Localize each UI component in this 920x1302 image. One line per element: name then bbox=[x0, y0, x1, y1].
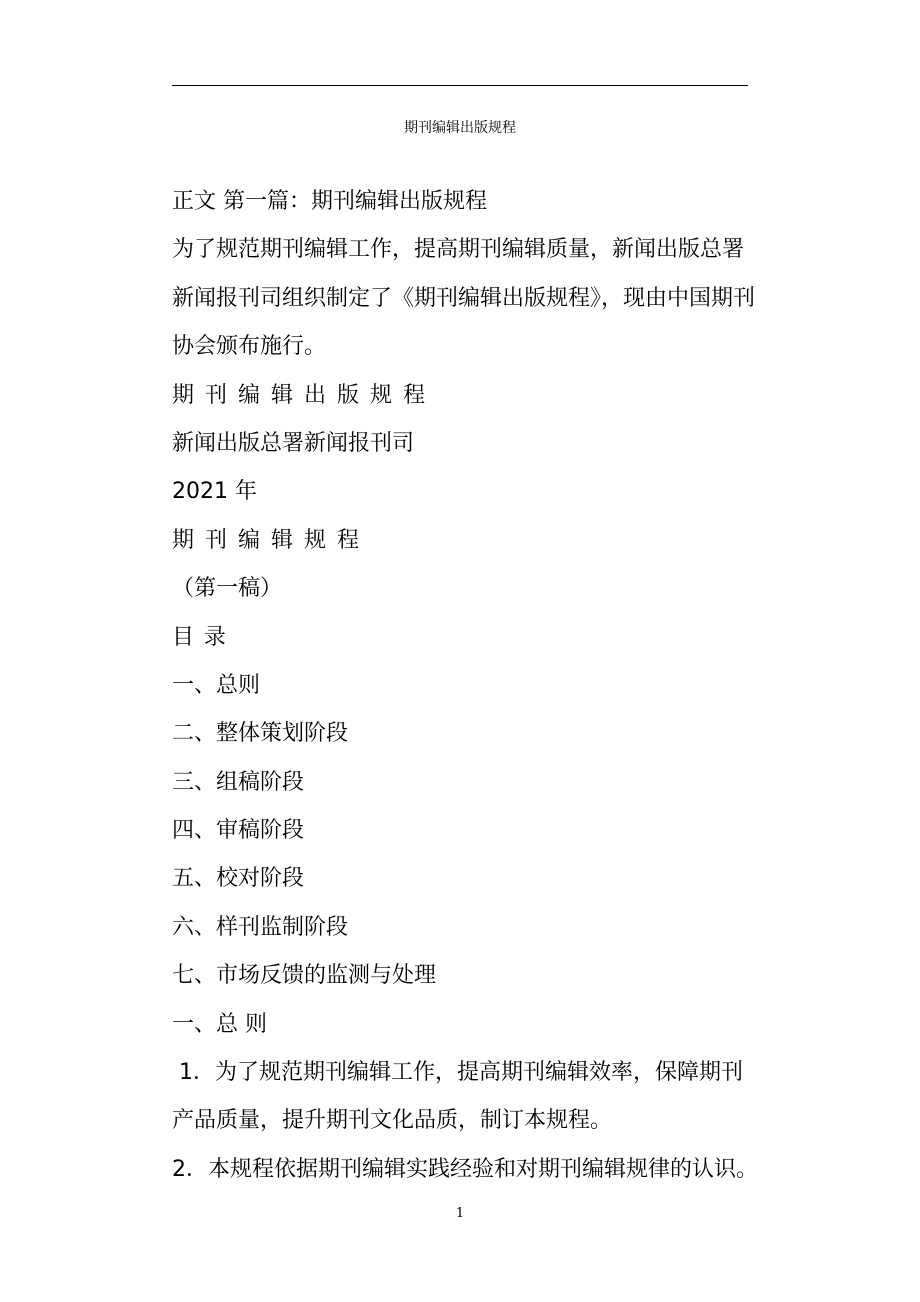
clause-line: 1．为了规范期刊编辑工作，提高期刊编辑效率，保障期刊 bbox=[172, 1060, 743, 1086]
draft-label: （第一稿） bbox=[172, 576, 283, 602]
page-number: 1 bbox=[455, 1206, 465, 1221]
toc-item: 五、校对阶段 bbox=[172, 866, 305, 892]
intro-paragraph-line: 为了规范期刊编辑工作，提高期刊编辑质量，新闻出版总署 bbox=[172, 237, 745, 263]
issuing-authority: 新闻出版总署新闻报刊司 bbox=[172, 430, 415, 456]
document-title: 期刊编辑出版规程 bbox=[172, 382, 437, 408]
intro-paragraph-line: 协会颁布施行。 bbox=[172, 334, 327, 360]
toc-item: 二、整体策划阶段 bbox=[172, 721, 349, 747]
chapter-heading: 一、总 则 bbox=[172, 1011, 267, 1037]
toc-heading: 目录 bbox=[172, 624, 236, 650]
section-heading: 正文 第一篇：期刊编辑出版规程 bbox=[172, 189, 487, 214]
document-year: 2021 年 bbox=[172, 479, 257, 505]
intro-paragraph-line: 新闻报刊司组织制定了《期刊编辑出版规程》，现由中国期刊 bbox=[172, 285, 756, 311]
toc-item: 一、总则 bbox=[172, 672, 261, 698]
header-rule bbox=[172, 85, 748, 86]
toc-item: 七、市场反馈的监测与处理 bbox=[172, 963, 437, 989]
document-body bbox=[172, 178, 758, 1194]
running-header-title: 期刊编辑出版规程 bbox=[404, 120, 516, 136]
toc-item: 四、审稿阶段 bbox=[172, 818, 305, 844]
toc-item: 六、样刊监制阶段 bbox=[172, 914, 349, 940]
clause-line: 产品质量，提升期刊文化品质，制订本规程。 bbox=[172, 1108, 613, 1134]
rules-title: 期刊编辑规程 bbox=[172, 527, 371, 553]
clause-line: 2．本规程依据期刊编辑实践经验和对期刊编辑规律的认识。 bbox=[172, 1156, 758, 1182]
toc-item: 三、组稿阶段 bbox=[172, 769, 305, 795]
